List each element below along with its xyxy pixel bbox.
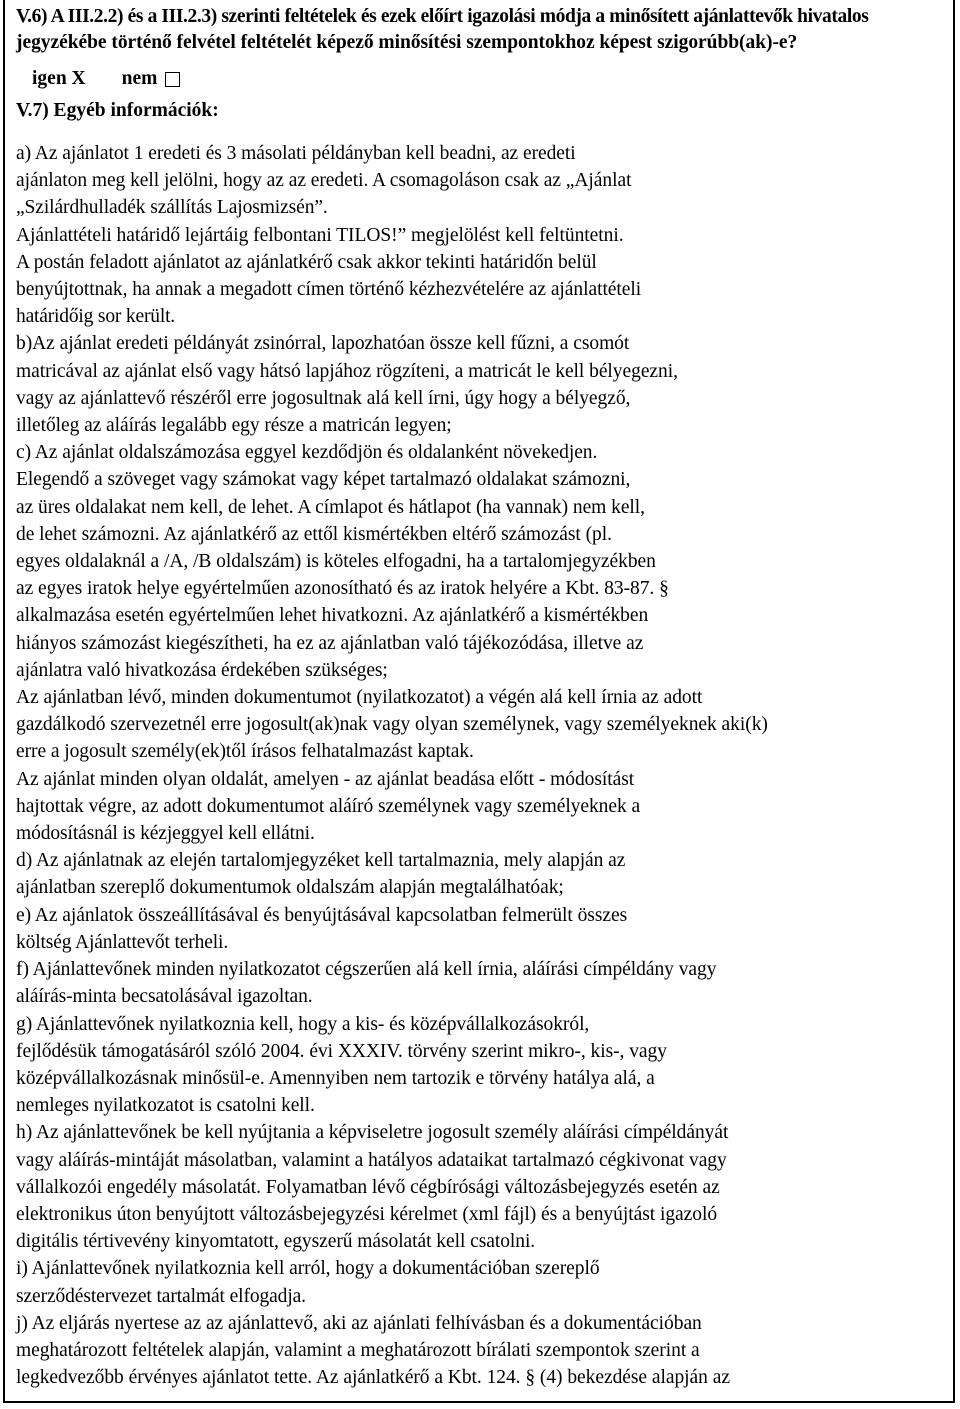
- body-text-line: hiányos számozást kiegészítheti, ha ez az ajánlatban való tájékozódása, illetve az: [16, 632, 644, 654]
- answer-row: [32, 66, 948, 92]
- body-text-line: módosításnál is kézjeggyel kell ellátni.: [16, 823, 315, 845]
- yes-answer-label: igen X: [32, 68, 86, 89]
- body-text-line: ajánlaton meg kell jelölni, hogy az az eredeti. A csomagoláson csak az „Ajánlat: [16, 170, 632, 192]
- body-text-line: „Szilárdhulladék szállítás Lajosmizsén”.: [16, 197, 328, 219]
- body-text-line: alkalmazása esetén egyértelműen lehet hivatkozni. Az ajánlatkérő a kismértékben: [16, 605, 649, 627]
- body-text-line: aláírás-minta becsatolásával igazoltan.: [16, 986, 313, 1008]
- body-text-line: benyújtottnak, ha annak a megadott címen történő kézhezvételére az ajánlattételi: [16, 279, 642, 301]
- body-text-line: digitális tértivevény kinyomtatott, egyszerű másolatát kell csatolni.: [16, 1231, 536, 1253]
- body-text-line: nemleges nyilatkozatot is csatolni kell.: [16, 1095, 315, 1117]
- body-text-line: f) Ajánlattevőnek minden nyilatkozatot cégszerűen alá kell írnia, aláírási címpéldány vagy: [16, 959, 717, 981]
- body-text-line: A postán feladott ajánlatot az ajánlatkérő csak akkor tekinti határidőn belül: [16, 251, 597, 273]
- body-text-line: g) Ajánlattevőnek nyilatkoznia kell, hogy a kis- és középvállalkozásokról,: [16, 1013, 590, 1035]
- body-text-line: vagy az ajánlattevő részéről erre jogosultnak alá kell írni, úgy hogy a bélyegző,: [16, 387, 631, 409]
- body-text-line: hajtottak végre, az adott dokumentumot aláíró személynek vagy személyeknek a: [16, 795, 641, 817]
- body-text-line: az egyes iratok helye egyértelműen azonosítható és az iratok helyére a Kbt. 83-87. §: [16, 578, 669, 600]
- body-text-line: fejlődésük támogatásáról szóló 2004. évi XXXIV. törvény szerint mikro-, kis-, vagy: [16, 1040, 667, 1062]
- body-text-line: a) Az ajánlatot 1 eredeti és 3 másolati példányban kell beadni, az eredeti: [16, 143, 576, 164]
- body-text-line: határidőig sor került.: [16, 306, 175, 328]
- body-text-line: h) Az ajánlattevőnek be kell nyújtania a képviseletre jogosult személy aláírási címpéldányát: [16, 1122, 729, 1144]
- body-text-line: erre a jogosult személy(ek)től írásos felhatalmazást kaptak.: [16, 741, 474, 763]
- body-text-line: legkedvezőbb érvényes ajánlatot tette. Az ajánlatkérő a Kbt. 124. § (4) bekezdése alapján az: [16, 1367, 730, 1389]
- body-text-line: szerződéstervezet tartalmát elfogadja.: [16, 1285, 306, 1307]
- body-text-line: b)Az ajánlat eredeti példányát zsinórral, lapozhatóan össze kell fűzni, a csomót: [16, 333, 630, 355]
- body-text-line: j) Az eljárás nyertese az az ajánlattevő, aki az ajánlati felhívásban és a dokumentációban: [16, 1312, 702, 1334]
- body-text-line: az üres oldalakat nem kell, de lehet. A címlapot és hátlapot (ha vannak) nem kell,: [16, 496, 645, 518]
- body-text-line: c) Az ajánlat oldalszámozása eggyel kezdődjön és oldalanként növekedjen.: [16, 442, 598, 464]
- body-text-line: ajánlatban szereplő dokumentumok oldalszám alapján megtalálhatóak;: [16, 877, 564, 899]
- body-text-line: Az ajánlat minden olyan oldalát, amelyen - az ajánlat beadása előtt - módosítást: [16, 768, 635, 790]
- body-text-line: Elegendő a szöveget vagy számokat vagy képet tartalmazó oldalakat számozni,: [16, 469, 631, 491]
- body-text-line: elektronikus úton benyújtott változásbejegyzési kérelmet (xml fájl) és a benyújtást igazoló: [16, 1203, 718, 1225]
- body-text-line: középvállalkozásnak minősül-e. Amennyiben nem tartozik e törvény hatálya alá, a: [16, 1067, 655, 1089]
- body-text-line: gazdálkodó szervezetnél erre jogosult(ak)nak vagy olyan személynek, vagy személyeknek aki(k): [16, 714, 768, 736]
- body-text-line: de lehet számozni. Az ajánlatkérő az ettől kismértékben eltérő számozást (pl.: [16, 523, 612, 545]
- question-v6: [16, 4, 948, 56]
- body-text-line: illetőleg az aláírás legalább egy része a matricán legyen;: [16, 415, 452, 437]
- section-heading-v7: V.7) Egyéb információk:: [16, 100, 219, 121]
- no-checkbox: [165, 72, 180, 87]
- body-text-line: vagy aláírás-mintáját másolatban, valamint a hatályos adataikat tartalmazó cégkivonat vagy: [16, 1149, 727, 1171]
- other-information-body: [16, 140, 948, 1391]
- body-text-line: Az ajánlatban lévő, minden dokumentumot (nyilatkozatot) a végén alá kell írnia az adott: [16, 687, 703, 709]
- body-text-line: meghatározott feltételek alapján, valamint a meghatározott bírálati szempontok szerint a: [16, 1339, 700, 1361]
- body-text-line: d) Az ajánlatnak az elején tartalomjegyzéket kell tartalmaznia, mely alapján az: [16, 850, 626, 872]
- question-line: V.6) A III.2.2) és a III.2.3) szerinti feltételek és ezek előírt igazolási módja a minősített ajánlattevők hivatalos: [16, 6, 869, 27]
- no-answer-label: nem: [121, 68, 158, 89]
- body-text-line: egyes oldalaknál a /A, /B oldalszám) is köteles elfogadni, ha a tartalomjegyzékben: [16, 551, 656, 573]
- body-text-line: ajánlatra való hivatkozása érdekében szükséges;: [16, 659, 388, 681]
- body-text-line: vállalkozói engedély másolatát. Folyamatban lévő cégbírósági változásbejegyzés esetén az: [16, 1176, 720, 1198]
- body-text-line: matricával az ajánlat első vagy hátsó lapjához rögzíteni, a matricát le kell bélyegezni,: [16, 360, 678, 382]
- body-text-line: i) Ajánlattevőnek nyilatkoznia kell arról, hogy a dokumentációban szereplő: [16, 1258, 600, 1280]
- question-line: jegyzékébe történő felvétel feltételét képező minősítési szempontokhoz képest szigorúbb(ak)-e?: [16, 32, 798, 53]
- document-content: [16, 4, 948, 1391]
- body-text-line: e) Az ajánlatok összeállításával és benyújtásával kapcsolatban felmerült összes: [16, 904, 628, 926]
- body-text-line: költség Ajánlattevőt terheli.: [16, 931, 229, 953]
- body-text-line: Ajánlattételi határidő lejártáig felbontani TILOS!” megjelölést kell feltüntetni.: [16, 224, 624, 246]
